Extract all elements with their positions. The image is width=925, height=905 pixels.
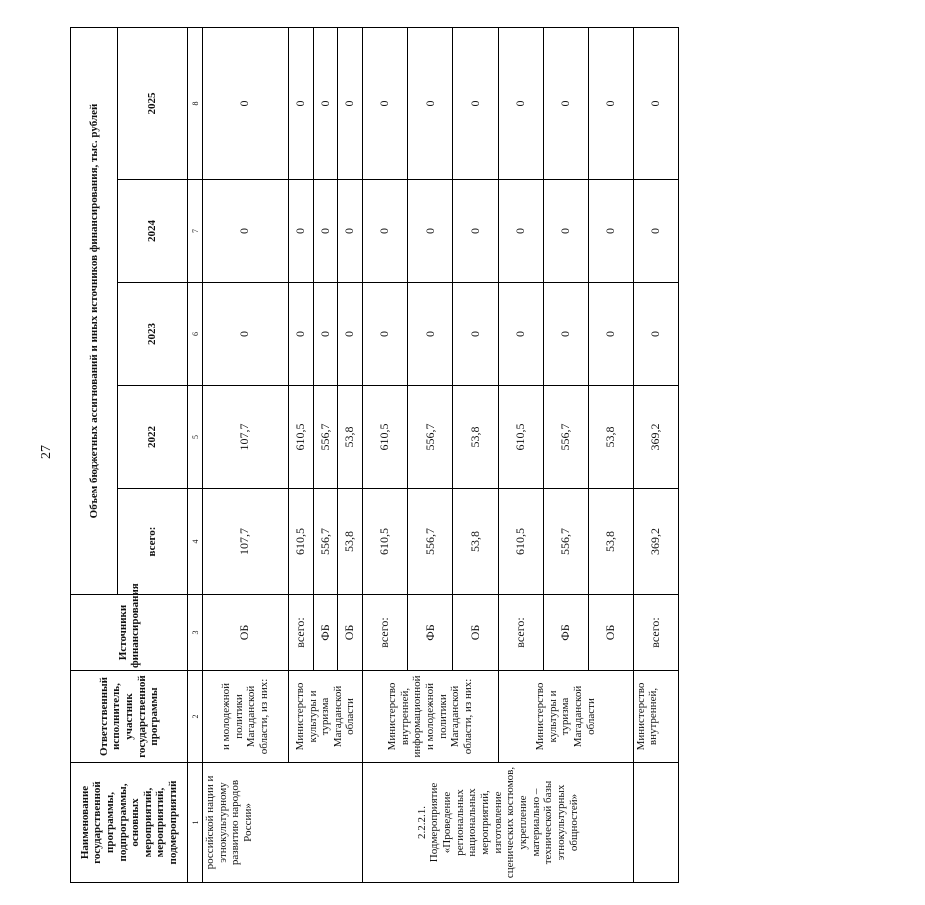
value-cell: 0: [543, 28, 588, 180]
index-row: [188, 28, 203, 883]
header-total: всего:: [117, 489, 187, 595]
value-cell: 0: [408, 283, 453, 386]
value-cell: 107,7: [203, 386, 289, 489]
value-cell: 0: [498, 180, 543, 283]
value-cell: 556,7: [313, 386, 338, 489]
value-cell: 0: [338, 283, 363, 386]
financing-table: [70, 27, 679, 883]
source-cell: всего:: [288, 595, 313, 671]
value-cell: 0: [203, 28, 289, 180]
value-cell: 0: [313, 28, 338, 180]
rotated-table-wrapper: [70, 92, 925, 883]
executor-cell: Министерство культуры и туризма Магаданской области: [498, 671, 633, 763]
index-cell: 8: [188, 28, 203, 180]
program-name-cell: российской нации и этнокультурному развитию народов России»: [203, 763, 363, 883]
header-year-2023: 2023: [117, 283, 187, 386]
value-cell: 53,8: [338, 489, 363, 595]
source-cell: всего:: [633, 595, 678, 671]
value-cell: 610,5: [363, 386, 408, 489]
source-cell: всего:: [498, 595, 543, 671]
header-year-2022: 2022: [117, 386, 187, 489]
value-cell: 0: [498, 28, 543, 180]
value-cell: 0: [313, 180, 338, 283]
value-cell: 0: [543, 180, 588, 283]
value-cell: 107,7: [203, 489, 289, 595]
index-cell: 4: [188, 489, 203, 595]
value-cell: 0: [453, 283, 498, 386]
source-cell: всего:: [363, 595, 408, 671]
index-cell: 3: [188, 595, 203, 671]
value-cell: 0: [633, 28, 678, 180]
index-cell: 1: [188, 763, 203, 883]
value-cell: 556,7: [313, 489, 338, 595]
header-funding-volume: Объем бюджетных ассигнований и иных источников финансирования, тыс. рублей: [71, 28, 118, 595]
table-row: [363, 28, 408, 883]
value-cell: 610,5: [288, 489, 313, 595]
value-cell: 0: [288, 180, 313, 283]
value-cell: 53,8: [453, 489, 498, 595]
value-cell: 610,5: [363, 489, 408, 595]
value-cell: 610,5: [288, 386, 313, 489]
value-cell: 0: [313, 283, 338, 386]
value-cell: 0: [453, 180, 498, 283]
value-cell: 53,8: [338, 386, 363, 489]
value-cell: 0: [203, 283, 289, 386]
value-cell: 0: [453, 28, 498, 180]
executor-cell: Министерство культуры и туризма Магаданской области: [288, 671, 363, 763]
value-cell: 0: [203, 180, 289, 283]
value-cell: 0: [588, 28, 633, 180]
value-cell: 0: [288, 283, 313, 386]
source-cell: ОБ: [588, 595, 633, 671]
source-cell: ОБ: [203, 595, 289, 671]
value-cell: 0: [408, 28, 453, 180]
executor-cell: и молодежной политики Магаданской области, из них:: [203, 671, 289, 763]
page-number: 27: [39, 445, 54, 459]
source-cell: ФБ: [543, 595, 588, 671]
value-cell: 0: [498, 283, 543, 386]
value-cell: 0: [338, 28, 363, 180]
index-cell: 6: [188, 283, 203, 386]
value-cell: 53,8: [588, 489, 633, 595]
value-cell: 369,2: [633, 386, 678, 489]
value-cell: 0: [408, 180, 453, 283]
value-cell: 53,8: [588, 386, 633, 489]
value-cell: 0: [543, 283, 588, 386]
value-cell: 0: [588, 180, 633, 283]
table-row: [288, 28, 313, 883]
header-program-name: Наименование государственной программы, подпрограммы, основных мероприятий, мероприятий, подмероприятий: [71, 763, 188, 883]
value-cell: 556,7: [543, 489, 588, 595]
index-cell: 2: [188, 671, 203, 763]
value-cell: 556,7: [543, 386, 588, 489]
table-row: [203, 28, 289, 883]
value-cell: 0: [363, 28, 408, 180]
source-cell: ФБ: [313, 595, 338, 671]
value-cell: 0: [363, 180, 408, 283]
executor-cell: Министерство внутренней,: [633, 671, 678, 763]
header-funding-source: Источники финансирования: [71, 595, 188, 671]
value-cell: 556,7: [408, 386, 453, 489]
value-cell: 369,2: [633, 489, 678, 595]
value-cell: 0: [633, 283, 678, 386]
value-cell: 0: [338, 180, 363, 283]
source-cell: ОБ: [338, 595, 363, 671]
header-executor: Ответственный исполнитель, участник государственной программы: [71, 671, 188, 763]
value-cell: 0: [288, 28, 313, 180]
header-year-2025: 2025: [117, 28, 187, 180]
program-name-cell: [633, 763, 678, 883]
value-cell: 610,5: [498, 386, 543, 489]
header-year-2024: 2024: [117, 180, 187, 283]
value-cell: 0: [588, 283, 633, 386]
value-cell: 610,5: [498, 489, 543, 595]
index-cell: 7: [188, 180, 203, 283]
index-cell: 5: [188, 386, 203, 489]
table-row: [498, 28, 543, 883]
program-name-cell: 2.2.2.1. Подмероприятие «Проведение региональных национальных мероприятий, изготовление сценических костюмов, укрепление материально – технической базы этнокультурных общностей»: [363, 763, 633, 883]
executor-cell: Министерство внутренней, информационной и молодежной политики Магаданской области, из них:: [363, 671, 498, 763]
source-cell: ОБ: [453, 595, 498, 671]
value-cell: 556,7: [408, 489, 453, 595]
table-row: [633, 28, 678, 883]
value-cell: 0: [633, 180, 678, 283]
value-cell: 53,8: [453, 386, 498, 489]
source-cell: ФБ: [408, 595, 453, 671]
value-cell: 0: [363, 283, 408, 386]
